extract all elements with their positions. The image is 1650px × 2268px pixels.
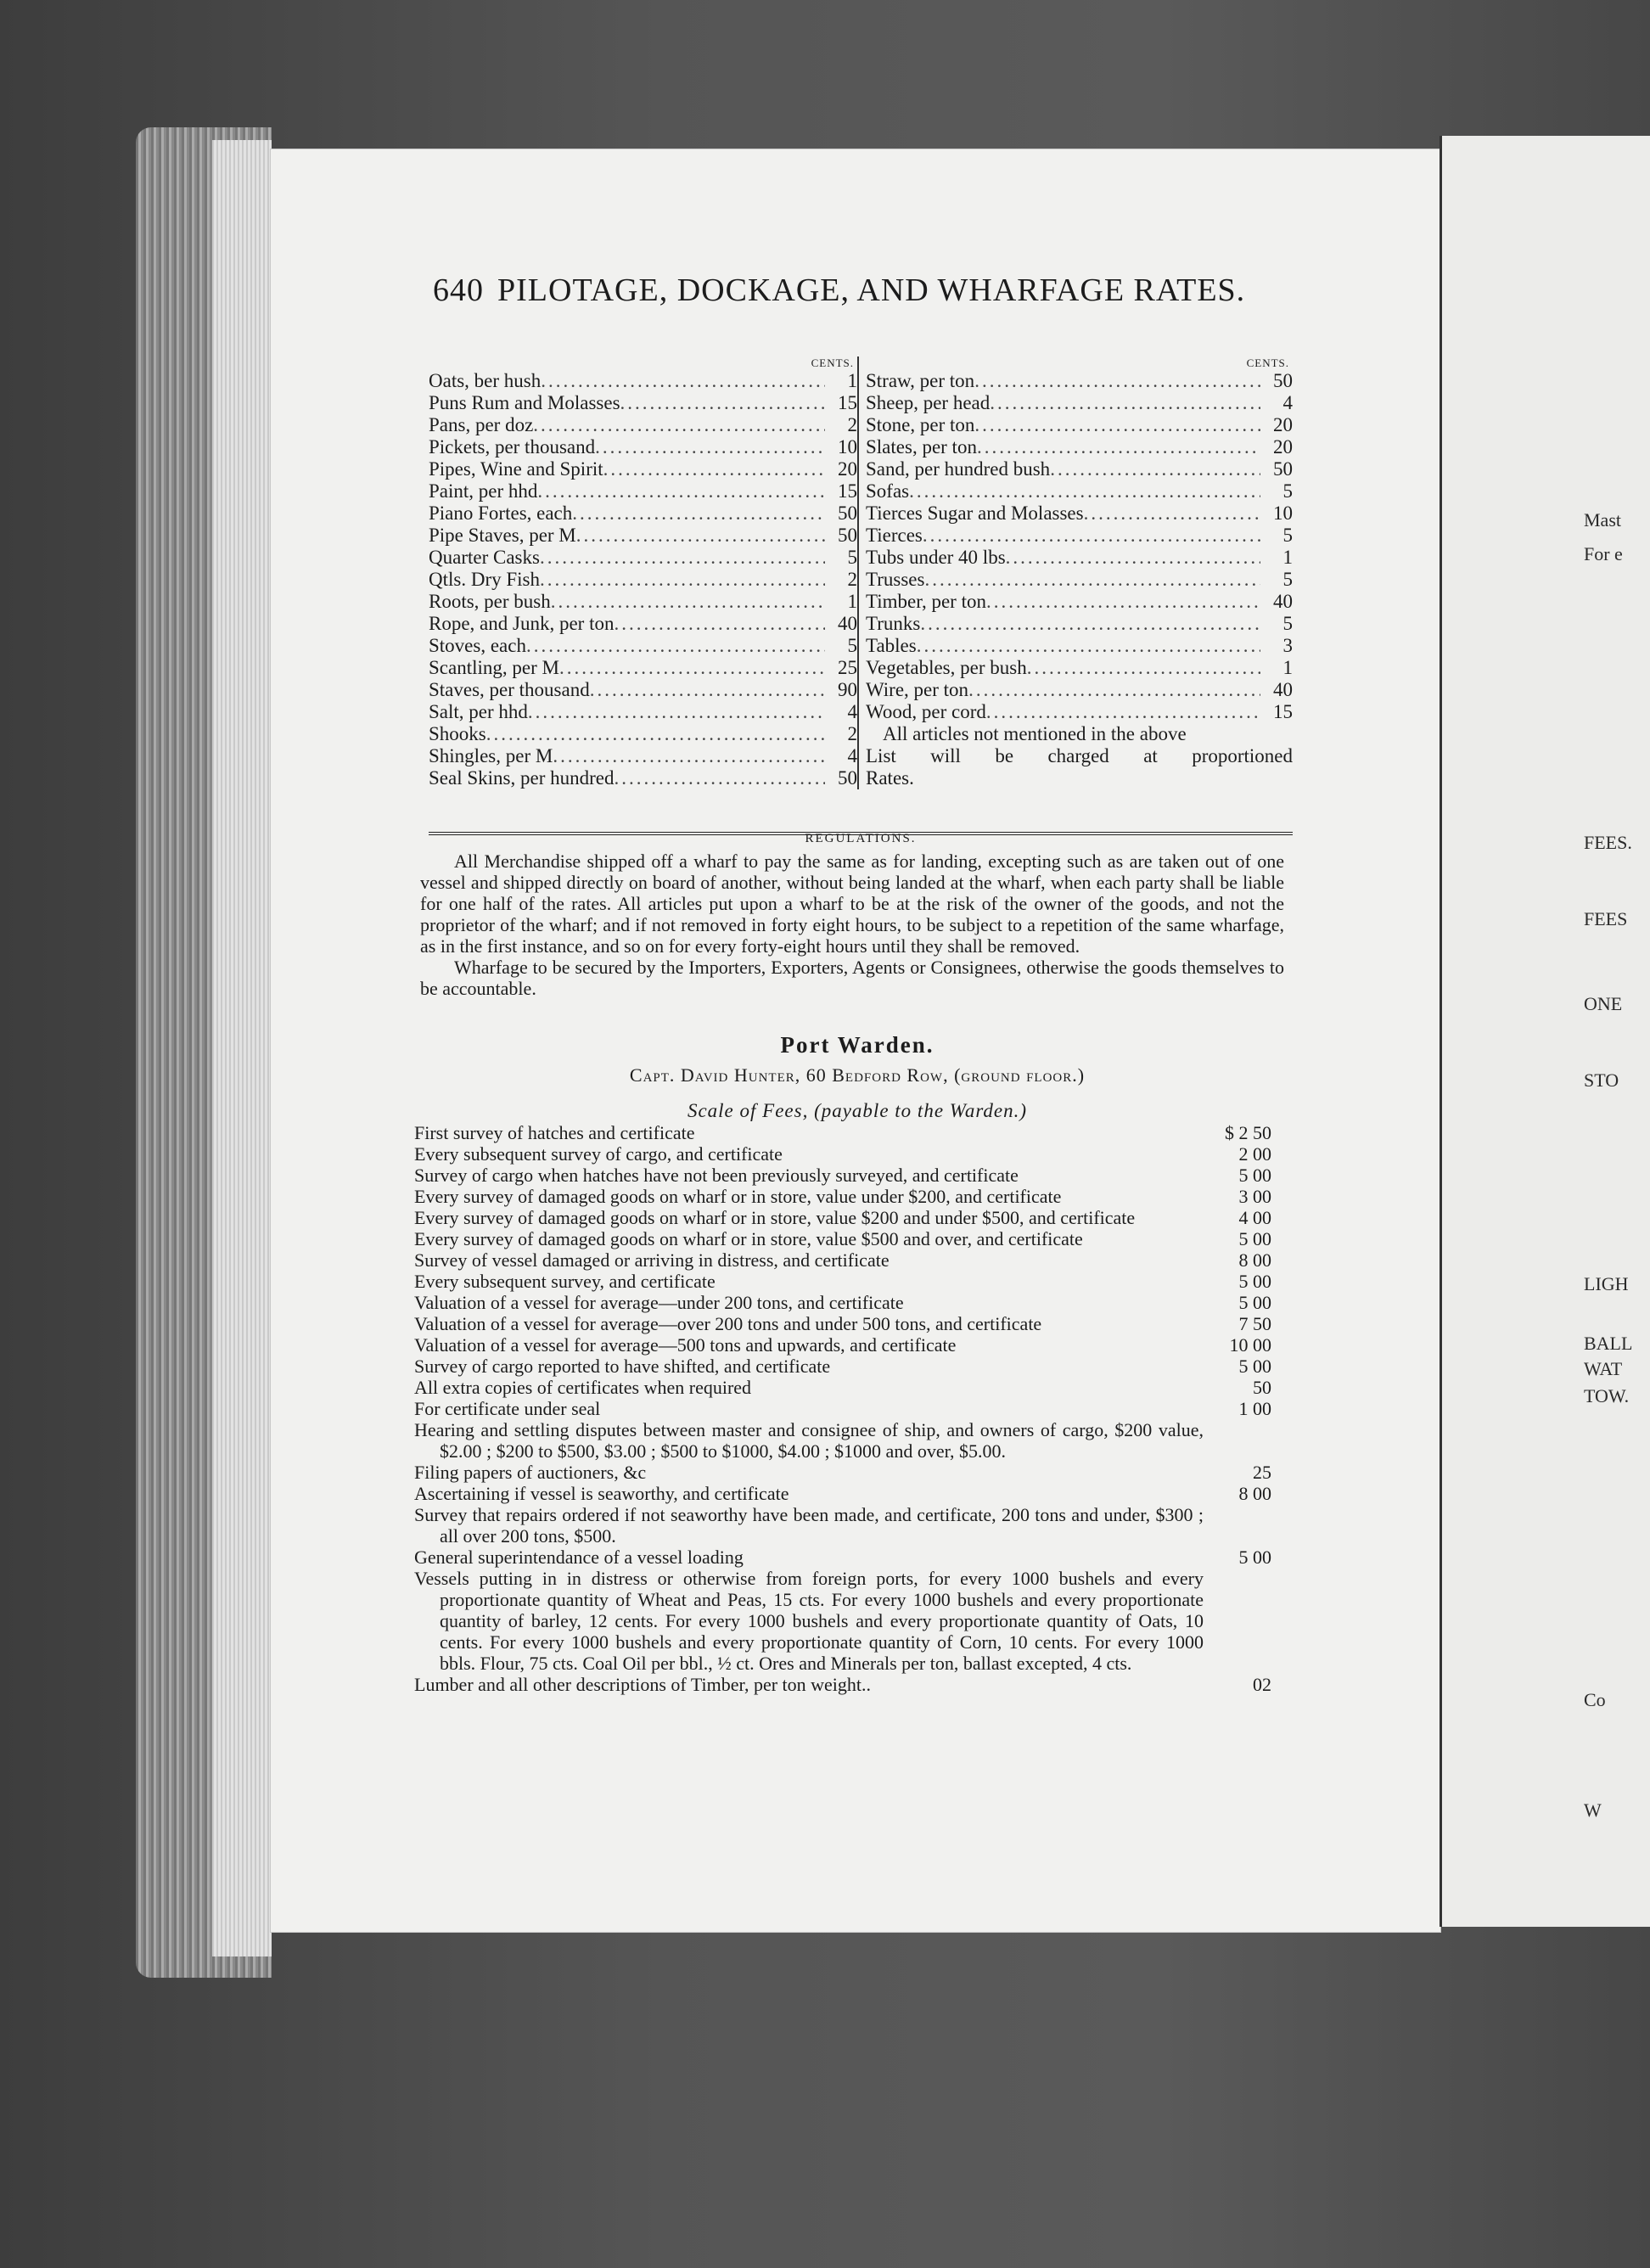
rate-item-value: 5 <box>1282 569 1293 590</box>
fee-text: All extra copies of certificates when required <box>414 1377 752 1398</box>
fee-row <box>414 1398 1271 1419</box>
rate-item-value: 40 <box>1273 591 1293 612</box>
rate-item-name: Pipes, Wine and Spirit <box>429 458 603 480</box>
leader-dots <box>540 547 825 569</box>
fee-row <box>414 1207 1271 1228</box>
rate-item-name: Wood, per cord <box>866 701 986 722</box>
rate-item-value: 15 <box>838 392 857 413</box>
rate-row <box>866 657 1293 679</box>
rate-row <box>866 502 1293 525</box>
leader-dots <box>595 436 825 458</box>
rate-item-value: 1 <box>847 591 857 612</box>
rate-row <box>429 635 857 657</box>
fee-row <box>414 1228 1271 1249</box>
rate-item-name: Sheep, per head <box>866 392 991 413</box>
rate-item-value: 50 <box>1273 458 1293 480</box>
rate-item-name: Tierces <box>866 525 923 546</box>
rate-item-value: 50 <box>838 502 857 524</box>
rate-row <box>429 525 857 547</box>
fee-value: 02 <box>1253 1674 1271 1695</box>
rates-right-column <box>866 356 1293 789</box>
facing-page-fragment: WAT <box>1584 1358 1623 1379</box>
fee-row <box>414 1547 1271 1568</box>
rate-item-name: Paint, per hhd <box>429 480 538 502</box>
leader-dots <box>1027 657 1260 679</box>
rate-item-value: 4 <box>847 745 857 766</box>
facing-page-fragment: Co <box>1584 1689 1606 1710</box>
fee-value: 5 00 <box>1238 1356 1271 1377</box>
fee-text: Survey of vessel damaged or arriving in distress, and certificate <box>414 1249 890 1271</box>
rate-item-value: 90 <box>838 679 857 700</box>
rate-item-name: Stone, per ton <box>866 414 975 435</box>
rate-item-name: Timber, per ton <box>866 591 986 612</box>
leader-dots <box>620 392 825 414</box>
rate-item-name: Vegetables, per bush <box>866 657 1027 678</box>
port-warden-officer <box>420 1064 1294 1086</box>
rate-item-value: 2 <box>847 414 857 435</box>
leader-dots <box>541 370 825 392</box>
rate-row <box>429 767 857 789</box>
fee-text: Valuation of a vessel for average—over 200 tons and under 500 tons, and certificate <box>414 1313 1042 1334</box>
rate-item-name: Sofas <box>866 480 910 502</box>
rate-item-name: Pans, per doz <box>429 414 534 435</box>
fee-row <box>414 1377 1271 1398</box>
facing-page-fragment: W <box>1584 1799 1602 1821</box>
rate-item-value: 40 <box>838 613 857 634</box>
facing-page-fragment: ONE <box>1584 993 1623 1014</box>
rate-item-value: 5 <box>847 547 857 568</box>
fee-value: 5 00 <box>1238 1292 1271 1313</box>
rate-item-name: Trunks <box>866 613 921 634</box>
fee-text: First survey of hatches and certificate <box>414 1122 695 1143</box>
rate-item-value: 20 <box>1273 414 1293 435</box>
rate-row <box>866 635 1293 657</box>
fee-text: Filing papers of auctioners, &c <box>414 1462 647 1483</box>
fee-text: Valuation of a vessel for average—500 tons and upwards, and certificate <box>414 1334 957 1356</box>
rate-item-name: Oats, ber hush <box>429 370 542 391</box>
rate-item-value: 1 <box>847 370 857 391</box>
facing-page-fragment: BALL <box>1584 1333 1633 1354</box>
rate-item-name: Stoves, each <box>429 635 526 656</box>
rate-item-value: 15 <box>838 480 857 502</box>
fee-repairs: Survey that repairs ordered if not seaworthy have been made, and certificate, 200 tons and under, $300 ; all over 200 tons, $500. <box>414 1504 1204 1547</box>
fee-row <box>414 1356 1271 1377</box>
rate-item-value: 40 <box>1273 679 1293 700</box>
fee-row <box>414 1143 1271 1165</box>
rate-row <box>866 392 1293 414</box>
leader-dots <box>909 480 1260 502</box>
rate-item-name: Trusses <box>866 569 925 590</box>
rate-row <box>866 458 1293 480</box>
regulations-text <box>420 850 1284 999</box>
running-head <box>433 272 1245 309</box>
rate-item-value: 5 <box>1282 525 1293 546</box>
fee-text: Every subsequent survey of cargo, and certificate <box>414 1143 783 1165</box>
rate-row <box>429 392 857 414</box>
leader-dots <box>924 569 1260 591</box>
rate-row <box>429 591 857 613</box>
rate-row <box>429 436 857 458</box>
rate-item-value: 20 <box>1273 436 1293 458</box>
rate-item-value: 1 <box>1282 657 1293 678</box>
leader-dots <box>1084 502 1260 525</box>
leader-dots <box>974 414 1260 436</box>
rate-item-value: 50 <box>838 767 857 789</box>
leader-dots <box>977 436 1260 458</box>
rates-note-line: List will be charged at proportioned <box>866 745 1293 766</box>
rate-row <box>429 723 857 745</box>
rate-item-value: 5 <box>847 635 857 656</box>
leader-dots <box>528 701 825 723</box>
fee-row <box>414 1462 1271 1483</box>
fee-row <box>414 1483 1271 1504</box>
leader-dots <box>986 591 1260 613</box>
leader-dots <box>559 657 825 679</box>
rate-item-value: 20 <box>838 458 857 480</box>
rate-item-name: Shingles, per M <box>429 745 553 766</box>
rates-table <box>429 356 1293 835</box>
rate-item-value: 3 <box>1282 635 1293 656</box>
fee-text: Every survey of damaged goods on wharf or in store, value $500 and over, and certificate <box>414 1228 1083 1249</box>
fee-text: Every survey of damaged goods on wharf or in store, value $200 and under $500, and certificate <box>414 1207 1136 1228</box>
rate-item-name: Shooks <box>429 723 486 744</box>
leader-dots <box>486 723 825 745</box>
fees-list <box>414 1122 1271 1695</box>
rate-item-name: Sand, per hundred bush <box>866 458 1051 480</box>
facing-page-fragment: TOW. <box>1584 1385 1630 1406</box>
fee-value: 5 00 <box>1238 1271 1271 1292</box>
fee-text: Every subsequent survey, and certificate <box>414 1271 716 1292</box>
fee-value: 5 00 <box>1238 1165 1271 1186</box>
fee-value: 2 00 <box>1238 1143 1271 1165</box>
rates-note-line: Rates. <box>866 767 914 789</box>
rate-item-value: 4 <box>1282 392 1293 413</box>
rate-row <box>866 436 1293 458</box>
page-number: 640 <box>433 272 484 308</box>
rate-item-value: 2 <box>847 569 857 590</box>
rate-row <box>429 480 857 502</box>
rate-row <box>866 547 1293 569</box>
facing-page-fragment: For e <box>1584 543 1623 564</box>
rate-item-name: Piano Fortes, each <box>429 502 573 524</box>
leader-dots <box>551 591 825 613</box>
leader-dots <box>974 370 1260 392</box>
leader-dots <box>533 414 825 436</box>
fee-value: 4 00 <box>1238 1207 1271 1228</box>
facing-page-fragment: LIGH <box>1584 1273 1629 1294</box>
fee-text: General superintendance of a vessel loading <box>414 1547 744 1568</box>
rates-note-line: All articles not mentioned in the above <box>883 723 1187 744</box>
rate-item-value: 5 <box>1282 613 1293 634</box>
fee-row <box>414 1334 1271 1356</box>
leader-dots <box>923 525 1260 547</box>
fee-row <box>414 1674 1271 1695</box>
fee-text: Lumber and all other descriptions of Timber, per ton weight.. <box>414 1674 872 1695</box>
rate-item-name: Tables <box>866 635 917 656</box>
rate-item-name: Roots, per bush <box>429 591 551 612</box>
rates-left-column <box>429 356 859 789</box>
fee-value: 7 50 <box>1238 1313 1271 1334</box>
book-page-edges-inner <box>212 140 272 1956</box>
leader-dots <box>572 502 825 525</box>
rate-row <box>866 370 1293 392</box>
regulations-paragraph: All Merchandise shipped off a wharf to pay the same as for landing, excepting such as are taken out of one vessel and shipped directly on board of another, without being landed at the wharf, when each party shall be liable for one half of the rates. All articles put upon a wharf to be at the risk of the owner of the goods, and not the proprietor of the wharf; and if not removed in forty eight hours, to be subject to a repetition of the same wharfage, as in the first instance, and so on for every forty-eight hours until they shall be removed. <box>420 850 1284 957</box>
regulations-title: REGULATIONS. <box>805 832 917 845</box>
fee-text: Valuation of a vessel for average—under 200 tons, and certificate <box>414 1292 904 1313</box>
rate-row <box>866 613 1293 635</box>
fee-text: Survey of cargo reported to have shifted, and certificate <box>414 1356 831 1377</box>
fee-value: 8 00 <box>1238 1483 1271 1504</box>
leader-dots <box>540 569 825 591</box>
rate-row <box>866 569 1293 591</box>
leader-dots <box>614 613 825 635</box>
port-warden-title: Port Warden. <box>780 1032 934 1058</box>
page-title: PILOTAGE, DOCKAGE, AND WHARFAGE RATES. <box>497 272 1246 308</box>
fee-text: Ascertaining if vessel is seaworthy, and certificate <box>414 1483 789 1504</box>
leader-dots <box>603 458 825 480</box>
leader-dots <box>990 392 1260 414</box>
fee-value: 25 <box>1253 1462 1271 1483</box>
rate-item-name: Puns Rum and Molasses <box>429 392 620 413</box>
fee-value: 5 00 <box>1238 1547 1271 1568</box>
fee-row <box>414 1313 1271 1334</box>
facing-page-fragment: FEES <box>1584 908 1628 929</box>
rate-item-name: Quarter Casks <box>429 547 540 568</box>
fee-text: Every survey of damaged goods on wharf or in store, value under $200, and certificate <box>414 1186 1062 1207</box>
leader-dots <box>917 635 1260 657</box>
fee-row <box>414 1271 1271 1292</box>
leader-dots <box>920 613 1260 635</box>
fee-value: 3 00 <box>1238 1186 1271 1207</box>
officer-address: Capt. David Hunter, 60 Bedford Row, (ground floor.) <box>629 1064 1086 1086</box>
rate-row <box>866 480 1293 502</box>
rate-row <box>429 613 857 635</box>
rate-item-name: Pipe Staves, per M <box>429 525 576 546</box>
cents-label: CENTS. <box>811 356 854 369</box>
cents-label: CENTS. <box>1246 356 1289 369</box>
fee-value: 8 00 <box>1238 1249 1271 1271</box>
fee-row <box>414 1249 1271 1271</box>
rate-item-value: 50 <box>838 525 857 546</box>
rate-item-name: Seal Skins, per hundred <box>429 767 615 789</box>
fee-value: 50 <box>1253 1377 1271 1398</box>
rate-item-name: Scantling, per M <box>429 657 559 678</box>
leader-dots <box>526 635 825 657</box>
rate-row <box>429 701 857 723</box>
rate-row <box>429 414 857 436</box>
rate-item-value: 5 <box>1282 480 1293 502</box>
facing-page-fragment: Mast <box>1584 509 1621 531</box>
leader-dots <box>590 679 825 701</box>
rate-row <box>429 458 857 480</box>
rate-item-value: 15 <box>1273 701 1293 722</box>
rate-item-name: Straw, per ton <box>866 370 975 391</box>
rate-item-name: Wire, per ton <box>866 679 969 700</box>
right-page <box>1440 136 1650 1927</box>
leader-dots <box>1050 458 1260 480</box>
fee-value: 1 00 <box>1238 1398 1271 1419</box>
fee-value: 10 00 <box>1229 1334 1271 1356</box>
rate-item-value: 4 <box>847 701 857 722</box>
fee-row <box>414 1186 1271 1207</box>
rate-row <box>429 569 857 591</box>
leader-dots <box>614 767 825 789</box>
fee-row <box>414 1292 1271 1313</box>
fee-row <box>414 1122 1271 1143</box>
rate-item-name: Slates, per ton <box>866 436 977 458</box>
leader-dots <box>537 480 825 502</box>
rate-item-value: 1 <box>1282 547 1293 568</box>
rate-item-value: 50 <box>1273 370 1293 391</box>
rate-item-name: Tierces Sugar and Molasses <box>866 502 1084 524</box>
fee-hearing: Hearing and settling disputes between master and consignee of ship, and owners of cargo, $200 value, $2.00 ; $200 to $500, $3.00 ; $500 to $1000, $4.00 ; $1000 and over, $5.00. <box>414 1419 1204 1462</box>
rate-row <box>429 679 857 701</box>
fee-text: For certificate under seal <box>414 1398 601 1419</box>
leader-dots <box>553 745 825 767</box>
leader-dots <box>986 701 1260 723</box>
fee-row <box>414 1165 1271 1186</box>
rate-item-value: 25 <box>838 657 857 678</box>
rate-row <box>429 370 857 392</box>
rate-row <box>429 657 857 679</box>
rate-item-name: Tubs under 40 lbs <box>866 547 1006 568</box>
rate-item-name: Staves, per thousand <box>429 679 590 700</box>
rate-row <box>866 679 1293 701</box>
fee-distress: Vessels putting in in distress or otherwise from foreign ports, for every 1000 bushels and every proportionate quantity of Wheat and Peas, 15 cts. For every 1000 bushels and every proportionate quantity of barley, 12 cents. For every 1000 bushels and every proportionate quantity of Oats, 10 cents. For every 1000 bushels and every proportionate quantity of Corn, 10 cents. For every 1000 bbls. Flour, 75 cts. Coal Oil per bbl., ½ ct. Ores and Minerals per ton, ballast excepted, 4 cts. <box>414 1568 1204 1674</box>
leader-dots <box>576 525 825 547</box>
rate-item-value: 10 <box>838 436 857 458</box>
rate-item-name: Pickets, per thousand <box>429 436 596 458</box>
fees-title: Scale of Fees, (payable to the Warden.) <box>687 1100 1028 1121</box>
facing-page-fragment: STO <box>1584 1069 1619 1091</box>
rate-item-value: 10 <box>1273 502 1293 524</box>
rate-row <box>866 591 1293 613</box>
rate-item-name: Rope, and Junk, per ton <box>429 613 615 634</box>
rate-item-name: Qtls. Dry Fish <box>429 569 540 590</box>
rate-row <box>429 745 857 767</box>
facing-page-fragment: FEES. <box>1584 832 1632 853</box>
regulations-paragraph: Wharfage to be secured by the Importers, Exporters, Agents or Consignees, otherwise the goods themselves to be accountable. <box>420 957 1284 999</box>
rate-item-value: 2 <box>847 723 857 744</box>
rate-row <box>866 701 1293 723</box>
rate-row <box>866 414 1293 436</box>
rate-row <box>429 547 857 569</box>
fee-value: $ 2 50 <box>1225 1122 1271 1143</box>
fee-text: Survey of cargo when hatches have not been previously surveyed, and certificate <box>414 1165 1019 1186</box>
fee-value: 5 00 <box>1238 1228 1271 1249</box>
leader-dots <box>968 679 1260 701</box>
rate-row <box>866 525 1293 547</box>
rate-item-name: Salt, per hhd <box>429 701 528 722</box>
leader-dots <box>1006 547 1260 569</box>
rate-row <box>429 502 857 525</box>
